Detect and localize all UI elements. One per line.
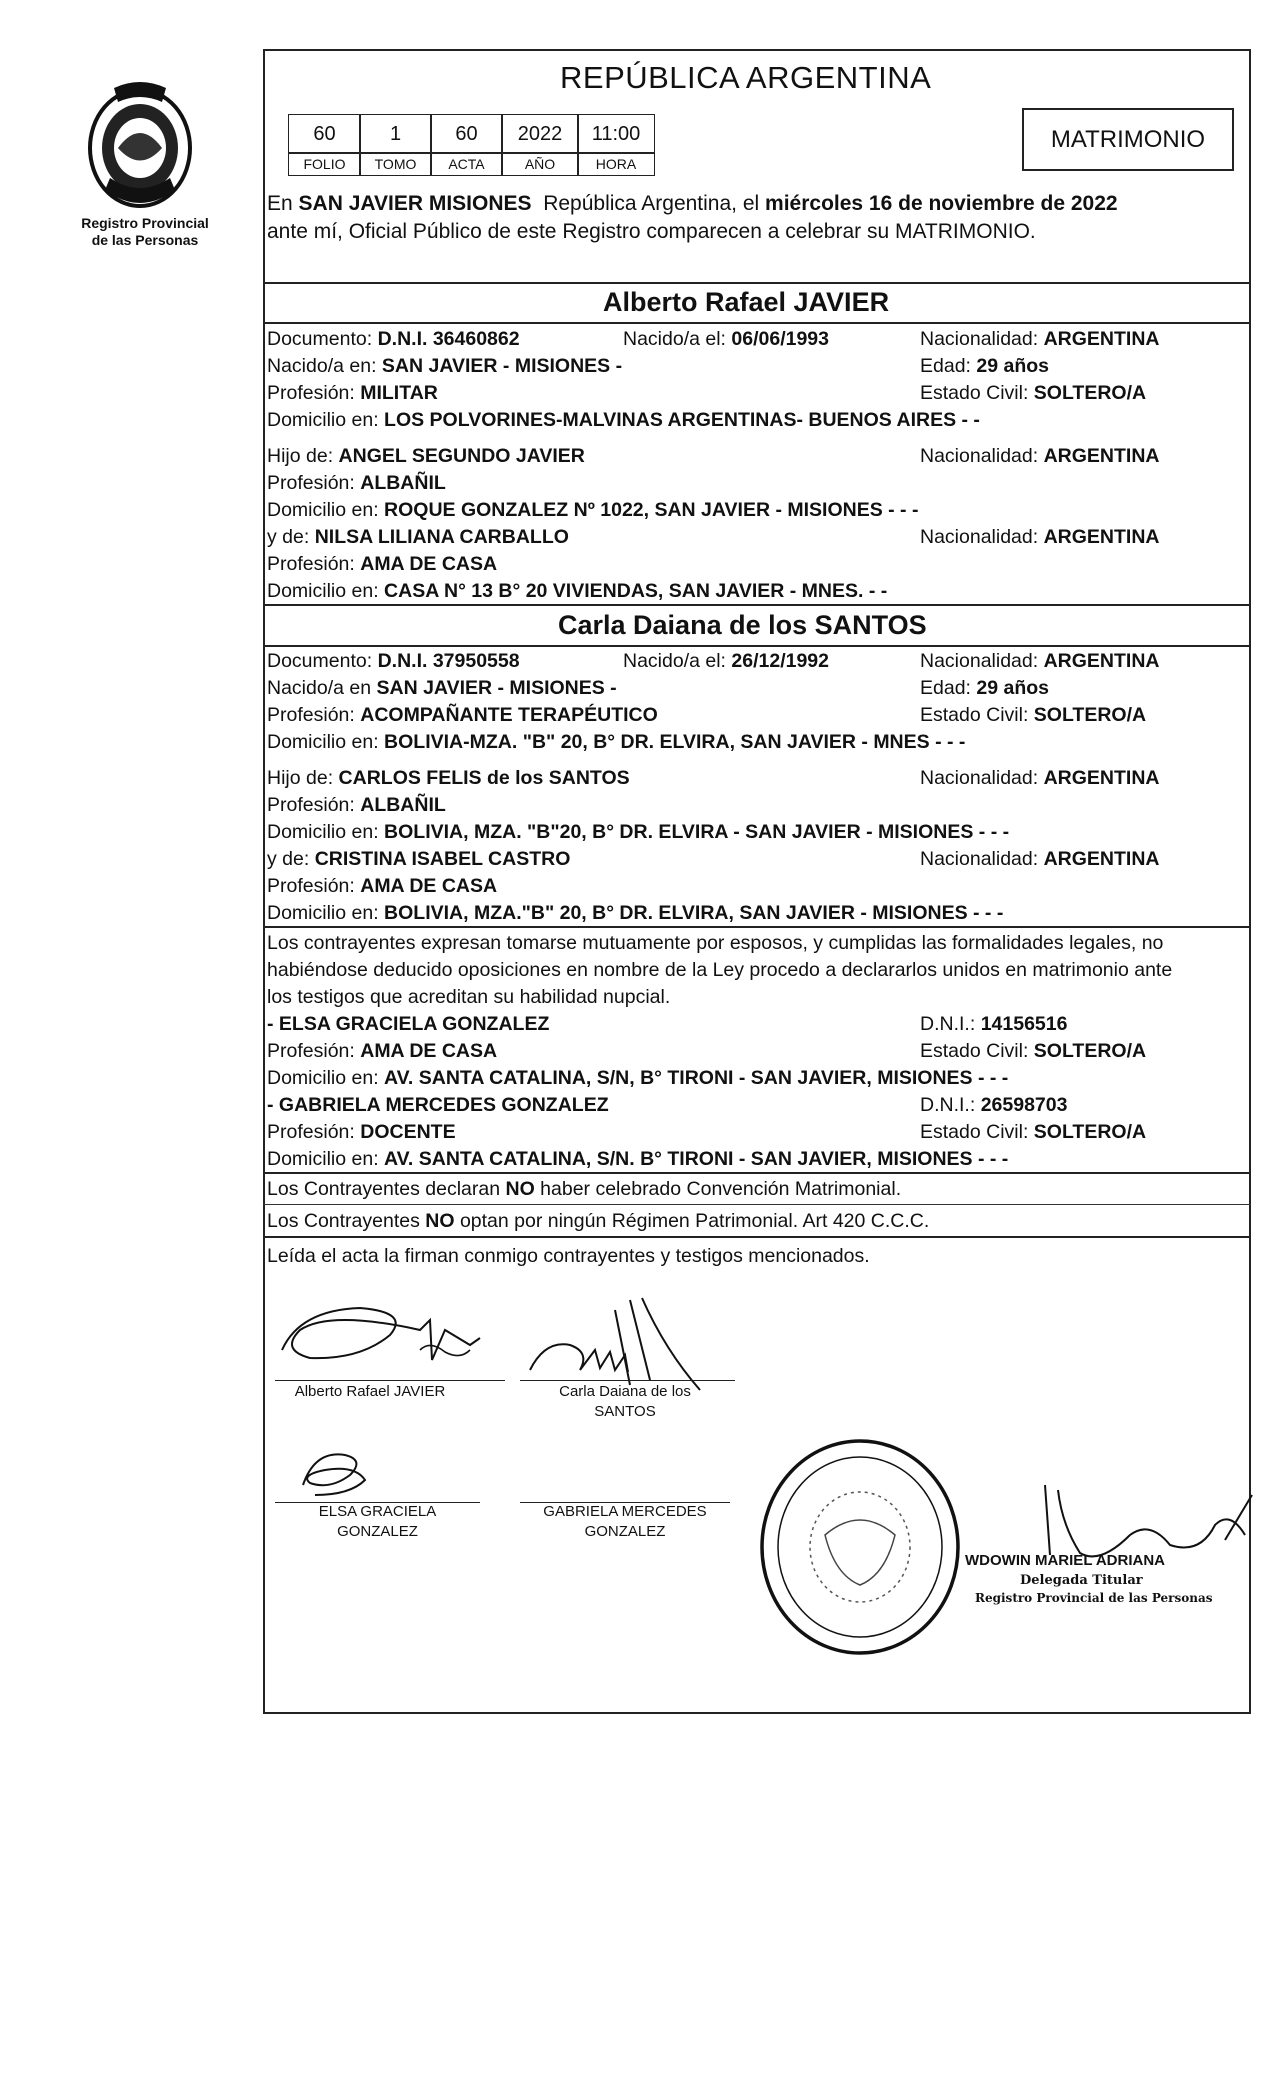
spouse2-documento: Documento: D.N.I. 37950558	[267, 650, 520, 672]
spouse2-estado: Estado Civil: SOLTERO/A	[920, 704, 1147, 726]
spouse2-edad: Edad: 29 años	[920, 677, 1050, 699]
witness1-dni: D.N.I.: 14156516	[920, 1013, 1068, 1035]
official-title: Delegada Titular	[1020, 1573, 1143, 1588]
signature-label-spouse2: Carla Daiana de los SANTOS	[559, 1383, 691, 1420]
official-round-stamp	[755, 1435, 965, 1660]
witness2-name: - GABRIELA MERCEDES GONZALEZ	[267, 1094, 609, 1116]
witness2-dni: D.N.I.: 26598703	[920, 1094, 1068, 1116]
witness1-scribble	[295, 1445, 375, 1505]
misiones-seal-icon	[80, 78, 200, 213]
spouse1-name: Alberto Rafael JAVIER	[603, 287, 890, 317]
spouse1-madre-nac: Nacionalidad: ARGENTINA	[920, 526, 1160, 548]
witness1-dom: Domicilio en: AV. SANTA CATALINA, S/N, B° TIRONI - SAN JAVIER, MISIONES - - -	[267, 1067, 1009, 1089]
spouse2-nacionalidad: Nacionalidad: ARGENTINA	[920, 650, 1160, 672]
spouse1-padre-nac: Nacionalidad: ARGENTINA	[920, 445, 1160, 467]
acta-value: 60	[430, 114, 503, 154]
declaration-text: Los contrayentes expresan tomarse mutuamente por esposos, y cumplidas las formalidades legales, no habiéndose deducido oposiciones en nombre de la Ley procedo a declararlos unidos en matrimonio ante los testigos que acreditan su habilidad nupcial.	[267, 932, 1173, 1008]
tomo-label: TOMO	[359, 152, 432, 176]
official-org: Registro Provincial de las Personas	[975, 1591, 1213, 1605]
spouse2-profesion: Profesión: ACOMPAÑANTE TERAPÉUTICO	[267, 704, 658, 726]
anio-label: AÑO	[501, 152, 579, 176]
official-name: WDOWIN MARIEL ADRIANA	[965, 1552, 1165, 1569]
convention-line1: Los Contrayentes declaran NO haber celebrado Convención Matrimonial.	[267, 1178, 902, 1200]
witness1-estado: Estado Civil: SOLTERO/A	[920, 1040, 1147, 1062]
witness1-prof: Profesión: AMA DE CASA	[267, 1040, 498, 1062]
spouse2-nacido-en: Nacido/a en SAN JAVIER - MISIONES -	[267, 677, 617, 699]
spouse2-padre-nac: Nacionalidad: ARGENTINA	[920, 767, 1160, 789]
tomo-value: 1	[359, 114, 432, 154]
spouse1-nacionalidad: Nacionalidad: ARGENTINA	[920, 328, 1160, 350]
spouse2-madre: y de: CRISTINA ISABEL CASTRO	[267, 848, 571, 870]
spouse2-domicilio: Domicilio en: BOLIVIA-MZA. "B" 20, B° DR. ELVIRA, SAN JAVIER - MNES - - -	[267, 731, 966, 753]
spouse1-edad: Edad: 29 años	[920, 355, 1050, 377]
spouse1-profesion: Profesión: MILITAR	[267, 382, 438, 404]
anio-value: 2022	[501, 114, 579, 154]
spouse1-domicilio: Domicilio en: LOS POLVORINES-MALVINAS ARGENTINAS- BUENOS AIRES - -	[267, 409, 980, 431]
spouse2-madre-nac: Nacionalidad: ARGENTINA	[920, 848, 1160, 870]
spouse2-name: Carla Daiana de los SANTOS	[558, 610, 927, 640]
witness2-estado: Estado Civil: SOLTERO/A	[920, 1121, 1147, 1143]
logo-caption: Registro Provincial de las Personas	[81, 215, 209, 248]
signature-label-spouse1: Alberto Rafael JAVIER	[294, 1383, 446, 1400]
spouse1-nacido-en: Nacido/a en: SAN JAVIER - MISIONES -	[267, 355, 623, 377]
province-logo	[80, 78, 200, 213]
spouse1-documento: Documento: D.N.I. 36460862	[267, 328, 520, 350]
spouse1-padre-dom: Domicilio en: ROQUE GONZALEZ Nº 1022, SAN JAVIER - MISIONES - - -	[267, 499, 919, 521]
closing-text: Leída el acta la firman conmigo contrayentes y testigos mencionados.	[267, 1245, 870, 1267]
spouse2-padre-dom: Domicilio en: BOLIVIA, MZA. "B"20, B° DR. ELVIRA - SAN JAVIER - MISIONES - - -	[267, 821, 1010, 843]
acta-label: ACTA	[430, 152, 503, 176]
spouse1-nacido-el: Nacido/a el: 06/06/1993	[623, 328, 830, 350]
hora-label: HORA	[577, 152, 655, 176]
page-title: REPÚBLICA ARGENTINA	[560, 60, 932, 95]
witness1-name: - ELSA GRACIELA GONZALEZ	[267, 1013, 550, 1035]
witness2-prof: Profesión: DOCENTE	[267, 1121, 456, 1143]
spouse1-estado: Estado Civil: SOLTERO/A	[920, 382, 1147, 404]
spouse1-madre-prof: Profesión: AMA DE CASA	[267, 553, 498, 575]
folio-value: 60	[288, 114, 361, 154]
spouse2-nacido-el: Nacido/a el: 26/12/1992	[623, 650, 830, 672]
witness2-dom: Domicilio en: AV. SANTA CATALINA, S/N. B° TIRONI - SAN JAVIER, MISIONES - - -	[267, 1148, 1009, 1170]
spouse2-padre: Hijo de: CARLOS FELIS de los SANTOS	[267, 767, 630, 789]
hora-value: 11:00	[577, 114, 655, 154]
convention-line2: Los Contrayentes NO optan por ningún Régimen Patrimonial. Art 420 C.C.C.	[267, 1210, 930, 1232]
spouse1-madre: y de: NILSA LILIANA CARBALLO	[267, 526, 569, 548]
intro-text: En SAN JAVIER MISIONES República Argentina, el miércoles 16 de noviembre de 2022 ante mí, Oficial Público de este Registro comparecen a celebrar su MATRIMONIO.	[267, 192, 1118, 243]
spouse2-padre-prof: Profesión: ALBAÑIL	[267, 794, 446, 816]
folio-label: FOLIO	[288, 152, 361, 176]
spouse1-madre-dom: Domicilio en: CASA N° 13 B° 20 VIVIENDAS, SAN JAVIER - MNES. - -	[267, 580, 888, 602]
spouse2-madre-prof: Profesión: AMA DE CASA	[267, 875, 498, 897]
signature-label-witness2: GABRIELA MERCEDES GONZALEZ	[543, 1503, 707, 1540]
signature-label-witness1: ELSA GRACIELA GONZALEZ	[318, 1503, 437, 1540]
spouse2-madre-dom: Domicilio en: BOLIVIA, MZA."B" 20, B° DR. ELVIRA, SAN JAVIER - MISIONES - - -	[267, 902, 1004, 924]
spouse1-padre: Hijo de: ANGEL SEGUNDO JAVIER	[267, 445, 585, 467]
document-type-box: MATRIMONIO	[1022, 108, 1234, 171]
spouse1-padre-prof: Profesión: ALBAÑIL	[267, 472, 446, 494]
